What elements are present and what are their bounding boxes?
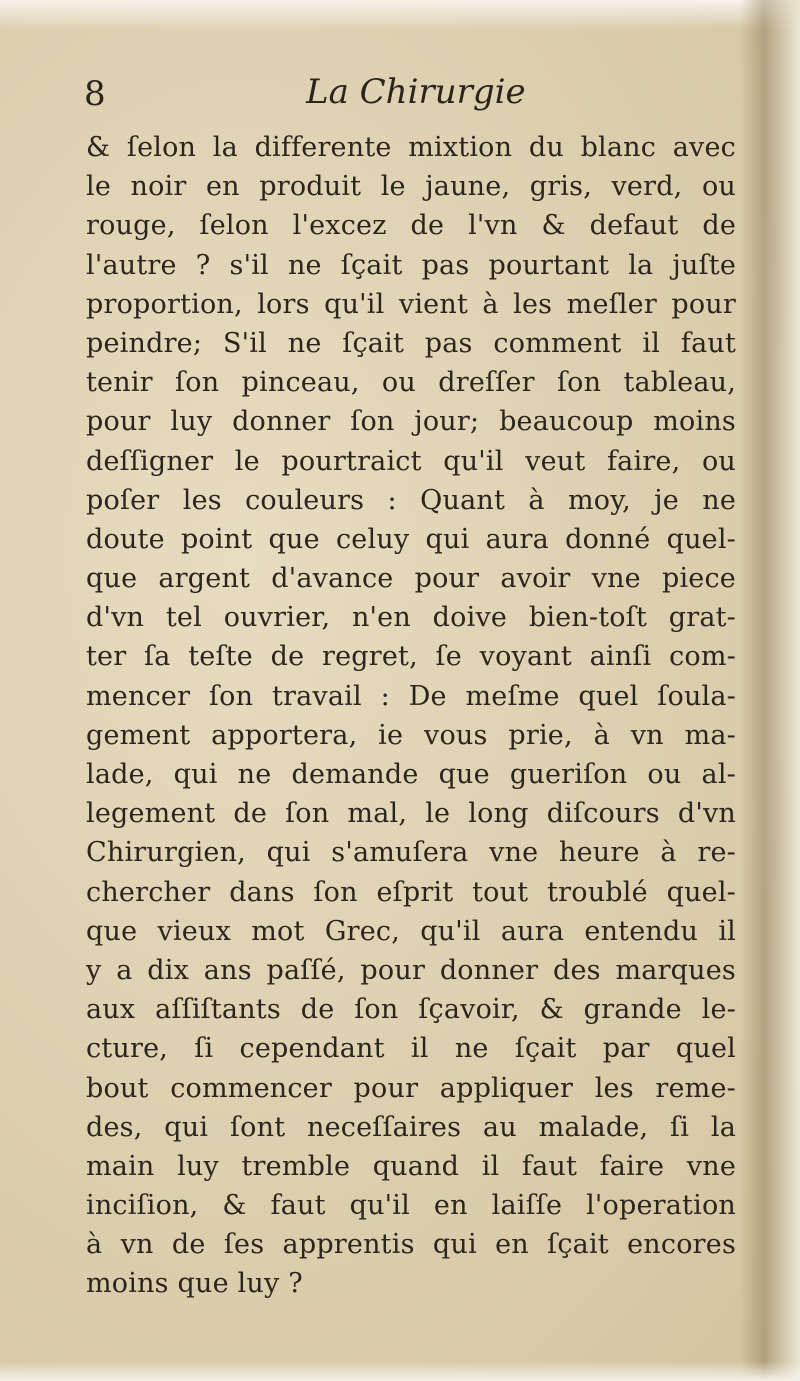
text-line: peindre; S'il ne ſçait pas comment il faut [86,327,736,359]
text-line: poſer les couleurs : Quant à moy, je ne [86,484,736,516]
page-header [84,70,744,118]
page-bottom-edge [0,1361,800,1381]
page-gutter-shadow [740,0,800,1381]
text-line: gement apportera, ie vous prie, à vn ma- [86,719,736,751]
text-line: lade, qui ne demande que gueriſon ou al- [86,759,736,790]
text-line: des, qui ſont neceſſaires au malade, ſi la [86,1111,736,1143]
text-line: doute point que celuy qui aura donné quel- [86,523,736,555]
text-line: à vn de ſes apprentis qui en ſçait encores [86,1229,736,1261]
text-line: Chirurgien, qui s'amuſera vne heure à re- [86,837,736,869]
text-line: mencer ſon travail : De meſme quel ſoula- [86,680,736,712]
text-line: deſſigner le pourtraict qu'il veut faire, ou [86,445,736,477]
text-line: legement de ſon mal, le long diſcours d'vn [86,798,736,830]
text-line: & ſelon la differente mixtion du blanc avec [86,132,736,163]
text-line: rouge, ſelon l'excez de l'vn & defaut de [86,210,736,242]
text-line: l'autre ? s'il ne ſçait pas pourtant la juſte [86,249,736,281]
text-line: que vieux mot Grec, qu'il aura entendu il [86,915,736,947]
page-number: 8 [84,74,106,114]
text-line: d'vn tel ouvrier, n'en doive bien-toſt grat- [86,602,736,634]
text-line: que argent d'avance pour avoir vne piece [86,563,736,595]
text-line: chercher dans ſon eſprit tout troublé quel- [86,876,736,908]
text-line: aux aſſiſtants de ſon ſçavoir, & grande le- [86,994,736,1026]
text-line: pour luy donner ſon jour; beaucoup moins [86,406,736,438]
text-line: main luy tremble quand il faut faire vne [86,1150,736,1182]
text-line: bout commencer pour appliquer les reme- [86,1072,736,1104]
text-line: proportion, lors qu'il vient à les meſler pour [86,288,736,320]
text-line: y a dix ans paſſé, pour donner des marques [86,954,736,986]
text-line: ter ſa teſte de regret, ſe voyant ainſi com- [86,641,736,673]
text-line: moins que luy ? [86,1268,303,1300]
body-text [86,128,736,1304]
running-title: La Chirurgie [306,72,526,112]
text-line: cture, ſi cependant il ne ſçait par quel [86,1033,736,1065]
text-line: le noir en produit le jaune, gris, verd, ou [86,171,736,203]
text-line: tenir ſon pinceau, ou dreſſer ſon tableau, [86,367,736,399]
text-line: inciſion, & faut qu'il en laiſſe l'operation [86,1190,736,1222]
